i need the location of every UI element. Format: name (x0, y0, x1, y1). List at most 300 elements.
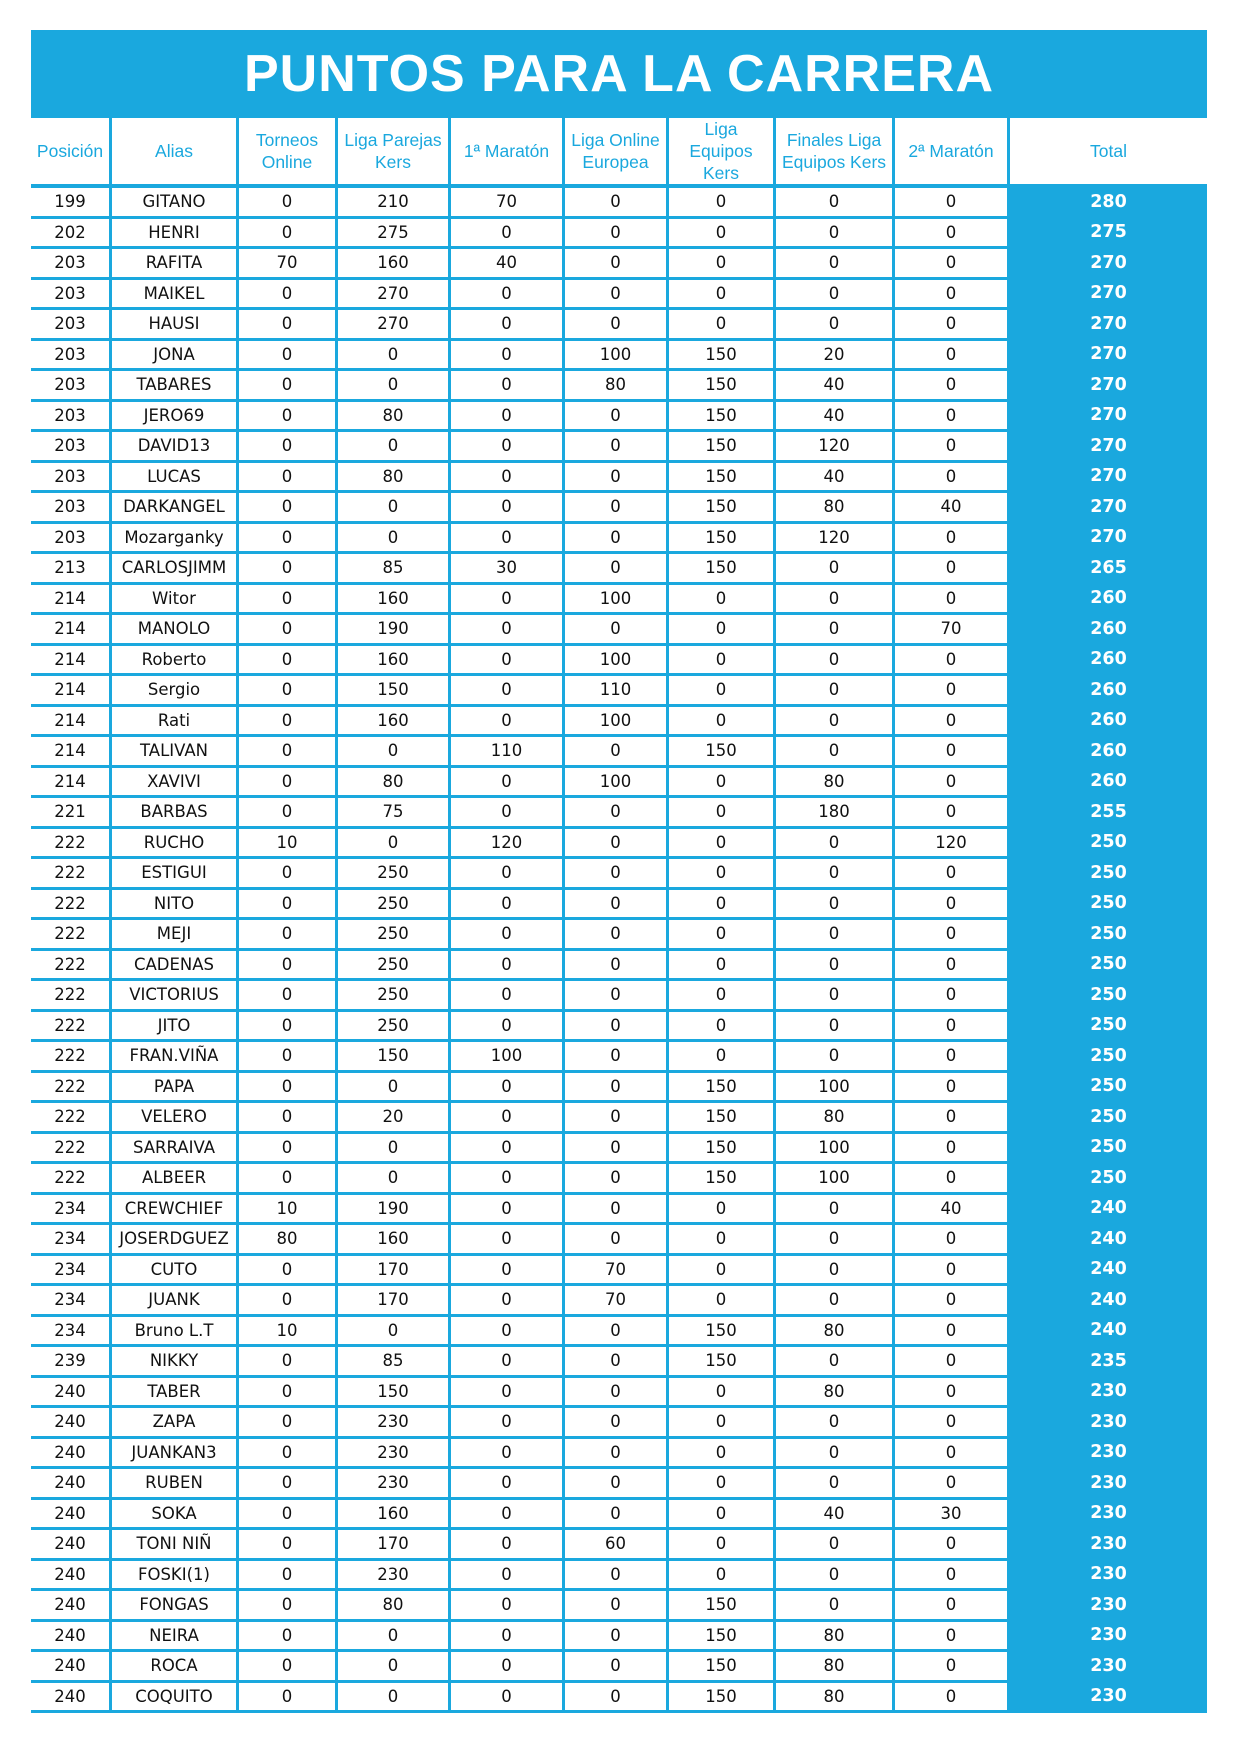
cell-liga-parejas-kers: 0 (338, 1134, 451, 1165)
cell-total: 230 (1010, 1439, 1207, 1470)
cell-1-maraton: 110 (451, 737, 565, 768)
cell-liga-equipos-kers: 0 (669, 981, 776, 1012)
cell-posicion: 234 (31, 1256, 112, 1287)
cell-2-maraton: 0 (895, 1164, 1010, 1195)
table-row (31, 1012, 1207, 1043)
cell-alias: TALIVAN (112, 737, 239, 768)
cell-liga-parejas-kers: 250 (338, 920, 451, 951)
cell-liga-parejas-kers: 85 (338, 554, 451, 585)
cell-posicion: 214 (31, 707, 112, 738)
table-row (31, 493, 1207, 524)
cell-liga-equipos-kers: 150 (669, 402, 776, 433)
cell-1-maraton: 0 (451, 1195, 565, 1226)
cell-liga-parejas-kers: 0 (338, 341, 451, 372)
cell-posicion: 202 (31, 219, 112, 250)
cell-liga-equipos-kers: 150 (669, 463, 776, 494)
cell-1-maraton: 0 (451, 280, 565, 311)
table-row (31, 402, 1207, 433)
table-row (31, 1378, 1207, 1409)
cell-alias: Witor (112, 585, 239, 616)
cell-finales-liga-equipos-kers: 80 (776, 1317, 895, 1348)
cell-total: 230 (1010, 1500, 1207, 1531)
cell-2-maraton: 0 (895, 280, 1010, 311)
cell-2-maraton: 0 (895, 859, 1010, 890)
cell-2-maraton: 0 (895, 1286, 1010, 1317)
cell-2-maraton: 0 (895, 249, 1010, 280)
cell-total: 250 (1010, 859, 1207, 890)
cell-liga-parejas-kers: 210 (338, 188, 451, 219)
cell-liga-parejas-kers: 250 (338, 951, 451, 982)
cell-finales-liga-equipos-kers: 0 (776, 554, 895, 585)
cell-alias: Roberto (112, 646, 239, 677)
cell-finales-liga-equipos-kers: 120 (776, 432, 895, 463)
cell-liga-online-europea: 0 (565, 1347, 669, 1378)
cell-total: 260 (1010, 676, 1207, 707)
cell-finales-liga-equipos-kers: 0 (776, 1286, 895, 1317)
cell-liga-parejas-kers: 0 (338, 1652, 451, 1683)
cell-alias: RUBEN (112, 1469, 239, 1500)
cell-1-maraton: 0 (451, 1347, 565, 1378)
cell-liga-equipos-kers: 0 (669, 1469, 776, 1500)
cell-liga-parejas-kers: 80 (338, 463, 451, 494)
cell-liga-online-europea: 0 (565, 1012, 669, 1043)
cell-torneos-online: 0 (239, 280, 338, 311)
cell-liga-online-europea: 60 (565, 1530, 669, 1561)
cell-alias: Bruno L.T (112, 1317, 239, 1348)
cell-alias: JUANK (112, 1286, 239, 1317)
cell-alias: DARKANGEL (112, 493, 239, 524)
cell-alias: Rati (112, 707, 239, 738)
cell-torneos-online: 0 (239, 1347, 338, 1378)
cell-2-maraton: 0 (895, 737, 1010, 768)
cell-liga-online-europea: 0 (565, 1469, 669, 1500)
cell-total: 230 (1010, 1652, 1207, 1683)
cell-alias: FONGAS (112, 1591, 239, 1622)
cell-liga-equipos-kers: 0 (669, 829, 776, 860)
cell-liga-parejas-kers: 170 (338, 1256, 451, 1287)
cell-2-maraton: 0 (895, 1347, 1010, 1378)
cell-finales-liga-equipos-kers: 40 (776, 371, 895, 402)
cell-liga-parejas-kers: 150 (338, 1042, 451, 1073)
cell-total: 270 (1010, 310, 1207, 341)
cell-liga-parejas-kers: 250 (338, 890, 451, 921)
cell-posicion: 214 (31, 676, 112, 707)
cell-finales-liga-equipos-kers: 0 (776, 1347, 895, 1378)
cell-posicion: 239 (31, 1347, 112, 1378)
cell-total: 230 (1010, 1561, 1207, 1592)
cell-posicion: 222 (31, 1012, 112, 1043)
cell-1-maraton: 0 (451, 890, 565, 921)
cell-2-maraton: 0 (895, 646, 1010, 677)
cell-alias: JOSERDGUEZ (112, 1225, 239, 1256)
cell-liga-online-europea: 0 (565, 1591, 669, 1622)
cell-liga-parejas-kers: 150 (338, 676, 451, 707)
cell-liga-online-europea: 0 (565, 951, 669, 982)
table-row (31, 1439, 1207, 1470)
cell-torneos-online: 0 (239, 1408, 338, 1439)
cell-torneos-online: 0 (239, 402, 338, 433)
cell-liga-online-europea: 0 (565, 890, 669, 921)
cell-liga-online-europea: 0 (565, 1378, 669, 1409)
cell-liga-parejas-kers: 85 (338, 1347, 451, 1378)
cell-1-maraton: 0 (451, 1073, 565, 1104)
cell-torneos-online: 0 (239, 1164, 338, 1195)
cell-posicion: 203 (31, 371, 112, 402)
cell-alias: LUCAS (112, 463, 239, 494)
cell-1-maraton: 0 (451, 676, 565, 707)
cell-finales-liga-equipos-kers: 80 (776, 1622, 895, 1653)
cell-liga-online-europea: 0 (565, 829, 669, 860)
cell-liga-parejas-kers: 0 (338, 493, 451, 524)
cell-liga-parejas-kers: 0 (338, 737, 451, 768)
table-row (31, 1195, 1207, 1226)
cell-2-maraton: 0 (895, 371, 1010, 402)
header-liga-parejas-kers: Liga Parejas Kers (338, 118, 451, 188)
cell-2-maraton: 0 (895, 1652, 1010, 1683)
cell-liga-equipos-kers: 0 (669, 676, 776, 707)
cell-2-maraton: 0 (895, 432, 1010, 463)
cell-torneos-online: 0 (239, 1134, 338, 1165)
cell-2-maraton: 120 (895, 829, 1010, 860)
cell-liga-equipos-kers: 0 (669, 1225, 776, 1256)
cell-liga-parejas-kers: 190 (338, 1195, 451, 1226)
cell-2-maraton: 0 (895, 1408, 1010, 1439)
cell-posicion: 240 (31, 1469, 112, 1500)
cell-posicion: 222 (31, 890, 112, 921)
table-row (31, 463, 1207, 494)
cell-liga-parejas-kers: 230 (338, 1561, 451, 1592)
cell-torneos-online: 0 (239, 1042, 338, 1073)
cell-liga-parejas-kers: 80 (338, 1591, 451, 1622)
cell-posicion: 240 (31, 1500, 112, 1531)
cell-2-maraton: 0 (895, 1317, 1010, 1348)
cell-2-maraton: 0 (895, 1134, 1010, 1165)
table-row (31, 981, 1207, 1012)
cell-liga-equipos-kers: 0 (669, 859, 776, 890)
table-row (31, 615, 1207, 646)
cell-posicion: 203 (31, 310, 112, 341)
cell-total: 270 (1010, 249, 1207, 280)
cell-total: 235 (1010, 1347, 1207, 1378)
cell-liga-parejas-kers: 0 (338, 829, 451, 860)
cell-liga-equipos-kers: 0 (669, 1286, 776, 1317)
cell-alias: TABARES (112, 371, 239, 402)
cell-torneos-online: 0 (239, 341, 338, 372)
cell-2-maraton: 0 (895, 1073, 1010, 1104)
cell-1-maraton: 0 (451, 1622, 565, 1653)
cell-liga-parejas-kers: 150 (338, 1378, 451, 1409)
cell-liga-online-europea: 0 (565, 1042, 669, 1073)
table-row (31, 1408, 1207, 1439)
cell-2-maraton: 0 (895, 1530, 1010, 1561)
cell-total: 260 (1010, 646, 1207, 677)
cell-2-maraton: 0 (895, 768, 1010, 799)
cell-torneos-online: 0 (239, 1500, 338, 1531)
cell-liga-equipos-kers: 0 (669, 1500, 776, 1531)
cell-2-maraton: 0 (895, 554, 1010, 585)
cell-liga-online-europea: 0 (565, 402, 669, 433)
cell-1-maraton: 0 (451, 1408, 565, 1439)
cell-torneos-online: 0 (239, 188, 338, 219)
cell-liga-equipos-kers: 0 (669, 188, 776, 219)
cell-liga-online-europea: 0 (565, 310, 669, 341)
table-row (31, 859, 1207, 890)
cell-finales-liga-equipos-kers: 40 (776, 402, 895, 433)
cell-finales-liga-equipos-kers: 0 (776, 859, 895, 890)
cell-1-maraton: 0 (451, 1500, 565, 1531)
table-row (31, 554, 1207, 585)
cell-alias: RAFITA (112, 249, 239, 280)
cell-finales-liga-equipos-kers: 0 (776, 1530, 895, 1561)
cell-liga-online-europea: 100 (565, 341, 669, 372)
cell-torneos-online: 0 (239, 1683, 338, 1714)
cell-finales-liga-equipos-kers: 0 (776, 646, 895, 677)
table-row (31, 1042, 1207, 1073)
cell-liga-parejas-kers: 230 (338, 1439, 451, 1470)
table-row (31, 890, 1207, 921)
cell-posicion: 203 (31, 249, 112, 280)
cell-finales-liga-equipos-kers: 0 (776, 920, 895, 951)
cell-liga-parejas-kers: 0 (338, 1164, 451, 1195)
cell-liga-parejas-kers: 230 (338, 1408, 451, 1439)
cell-liga-online-europea: 0 (565, 920, 669, 951)
cell-liga-online-europea: 0 (565, 798, 669, 829)
cell-posicion: 214 (31, 768, 112, 799)
cell-total: 230 (1010, 1530, 1207, 1561)
cell-2-maraton: 0 (895, 524, 1010, 555)
cell-total: 270 (1010, 524, 1207, 555)
cell-finales-liga-equipos-kers: 0 (776, 249, 895, 280)
cell-torneos-online: 0 (239, 646, 338, 677)
cell-finales-liga-equipos-kers: 0 (776, 1195, 895, 1226)
cell-liga-equipos-kers: 0 (669, 798, 776, 829)
cell-1-maraton: 0 (451, 1439, 565, 1470)
cell-2-maraton: 0 (895, 1591, 1010, 1622)
cell-alias: Sergio (112, 676, 239, 707)
table-row (31, 1530, 1207, 1561)
cell-finales-liga-equipos-kers: 100 (776, 1164, 895, 1195)
table-row (31, 768, 1207, 799)
cell-1-maraton: 0 (451, 371, 565, 402)
cell-2-maraton: 0 (895, 890, 1010, 921)
cell-1-maraton: 0 (451, 1164, 565, 1195)
cell-liga-online-europea: 0 (565, 1195, 669, 1226)
cell-liga-parejas-kers: 270 (338, 310, 451, 341)
cell-2-maraton: 0 (895, 1256, 1010, 1287)
cell-torneos-online: 0 (239, 463, 338, 494)
cell-total: 230 (1010, 1469, 1207, 1500)
cell-liga-online-europea: 0 (565, 859, 669, 890)
cell-total: 230 (1010, 1683, 1207, 1714)
cell-2-maraton: 0 (895, 920, 1010, 951)
cell-alias: NITO (112, 890, 239, 921)
cell-liga-equipos-kers: 150 (669, 1164, 776, 1195)
cell-liga-online-europea: 0 (565, 615, 669, 646)
cell-torneos-online: 0 (239, 737, 338, 768)
cell-liga-equipos-kers: 150 (669, 371, 776, 402)
table-row (31, 707, 1207, 738)
cell-alias: GITANO (112, 188, 239, 219)
cell-torneos-online: 0 (239, 1469, 338, 1500)
table-row (31, 1134, 1207, 1165)
cell-1-maraton: 0 (451, 981, 565, 1012)
cell-liga-equipos-kers: 0 (669, 768, 776, 799)
cell-torneos-online: 0 (239, 1256, 338, 1287)
cell-liga-online-europea: 0 (565, 1561, 669, 1592)
table-row (31, 1347, 1207, 1378)
cell-1-maraton: 0 (451, 1652, 565, 1683)
cell-torneos-online: 0 (239, 219, 338, 250)
cell-total: 230 (1010, 1622, 1207, 1653)
cell-torneos-online: 0 (239, 524, 338, 555)
cell-torneos-online: 0 (239, 707, 338, 738)
cell-finales-liga-equipos-kers: 80 (776, 768, 895, 799)
cell-liga-equipos-kers: 150 (669, 341, 776, 372)
cell-liga-online-europea: 0 (565, 1317, 669, 1348)
cell-1-maraton: 40 (451, 249, 565, 280)
cell-liga-online-europea: 80 (565, 371, 669, 402)
cell-liga-parejas-kers: 190 (338, 615, 451, 646)
cell-total: 270 (1010, 371, 1207, 402)
cell-alias: DAVID13 (112, 432, 239, 463)
table-row (31, 1225, 1207, 1256)
cell-total: 240 (1010, 1195, 1207, 1226)
cell-total: 250 (1010, 1164, 1207, 1195)
cell-torneos-online: 0 (239, 1561, 338, 1592)
cell-liga-online-europea: 0 (565, 1500, 669, 1531)
cell-total: 260 (1010, 737, 1207, 768)
cell-posicion: 221 (31, 798, 112, 829)
cell-1-maraton: 0 (451, 615, 565, 646)
cell-liga-equipos-kers: 150 (669, 1591, 776, 1622)
cell-total: 270 (1010, 280, 1207, 311)
cell-finales-liga-equipos-kers: 0 (776, 1408, 895, 1439)
cell-alias: CREWCHIEF (112, 1195, 239, 1226)
cell-torneos-online: 0 (239, 981, 338, 1012)
cell-liga-parejas-kers: 230 (338, 1469, 451, 1500)
cell-liga-online-europea: 100 (565, 768, 669, 799)
cell-posicion: 214 (31, 646, 112, 677)
cell-liga-equipos-kers: 150 (669, 1317, 776, 1348)
cell-liga-online-europea: 0 (565, 249, 669, 280)
cell-finales-liga-equipos-kers: 100 (776, 1073, 895, 1104)
cell-torneos-online: 80 (239, 1225, 338, 1256)
cell-liga-parejas-kers: 0 (338, 1622, 451, 1653)
cell-total: 250 (1010, 1134, 1207, 1165)
header-total: Total (1010, 118, 1207, 188)
table-row (31, 188, 1207, 219)
cell-alias: CARLOSJIMM (112, 554, 239, 585)
cell-finales-liga-equipos-kers: 0 (776, 1012, 895, 1043)
cell-liga-online-europea: 0 (565, 432, 669, 463)
cell-total: 280 (1010, 188, 1207, 219)
cell-posicion: 222 (31, 1134, 112, 1165)
cell-liga-equipos-kers: 150 (669, 1683, 776, 1714)
cell-torneos-online: 10 (239, 829, 338, 860)
header-1-maraton: 1ª Maratón (451, 118, 565, 188)
cell-liga-parejas-kers: 160 (338, 249, 451, 280)
cell-liga-equipos-kers: 0 (669, 1439, 776, 1470)
cell-liga-equipos-kers: 0 (669, 219, 776, 250)
cell-2-maraton: 0 (895, 341, 1010, 372)
cell-total: 270 (1010, 493, 1207, 524)
cell-liga-equipos-kers: 0 (669, 707, 776, 738)
cell-2-maraton: 0 (895, 188, 1010, 219)
cell-liga-online-europea: 0 (565, 554, 669, 585)
cell-total: 250 (1010, 981, 1207, 1012)
cell-posicion: 234 (31, 1286, 112, 1317)
cell-finales-liga-equipos-kers: 80 (776, 1378, 895, 1409)
cell-1-maraton: 0 (451, 402, 565, 433)
cell-liga-online-europea: 0 (565, 1164, 669, 1195)
cell-torneos-online: 0 (239, 1012, 338, 1043)
cell-total: 240 (1010, 1286, 1207, 1317)
table-row (31, 524, 1207, 555)
cell-finales-liga-equipos-kers: 0 (776, 1469, 895, 1500)
cell-alias: TABER (112, 1378, 239, 1409)
cell-liga-parejas-kers: 80 (338, 402, 451, 433)
cell-posicion: 199 (31, 188, 112, 219)
cell-1-maraton: 0 (451, 341, 565, 372)
cell-posicion: 214 (31, 737, 112, 768)
cell-total: 260 (1010, 585, 1207, 616)
table-row (31, 1103, 1207, 1134)
cell-alias: Mozarganky (112, 524, 239, 555)
cell-1-maraton: 0 (451, 951, 565, 982)
cell-posicion: 203 (31, 493, 112, 524)
table-row (31, 920, 1207, 951)
cell-alias: NIKKY (112, 1347, 239, 1378)
cell-liga-equipos-kers: 0 (669, 1012, 776, 1043)
cell-alias: HENRI (112, 219, 239, 250)
cell-liga-online-europea: 0 (565, 219, 669, 250)
cell-total: 250 (1010, 1012, 1207, 1043)
cell-alias: JUANKAN3 (112, 1439, 239, 1470)
cell-liga-parejas-kers: 75 (338, 798, 451, 829)
table-row (31, 341, 1207, 372)
cell-total: 230 (1010, 1408, 1207, 1439)
cell-total: 240 (1010, 1317, 1207, 1348)
cell-torneos-online: 0 (239, 890, 338, 921)
cell-alias: ZAPA (112, 1408, 239, 1439)
cell-posicion: 203 (31, 524, 112, 555)
cell-1-maraton: 120 (451, 829, 565, 860)
table-row (31, 280, 1207, 311)
cell-liga-equipos-kers: 0 (669, 585, 776, 616)
cell-alias: BARBAS (112, 798, 239, 829)
cell-liga-online-europea: 0 (565, 1683, 669, 1714)
cell-liga-equipos-kers: 0 (669, 249, 776, 280)
cell-alias: TONI NIÑ (112, 1530, 239, 1561)
table-row (31, 371, 1207, 402)
cell-torneos-online: 0 (239, 676, 338, 707)
cell-alias: FOSKI(1) (112, 1561, 239, 1592)
cell-liga-parejas-kers: 270 (338, 280, 451, 311)
cell-alias: JITO (112, 1012, 239, 1043)
cell-liga-equipos-kers: 0 (669, 1378, 776, 1409)
cell-liga-online-europea: 70 (565, 1286, 669, 1317)
cell-liga-parejas-kers: 160 (338, 1225, 451, 1256)
cell-2-maraton: 40 (895, 1195, 1010, 1226)
table-row (31, 676, 1207, 707)
cell-liga-equipos-kers: 150 (669, 1103, 776, 1134)
cell-posicion: 222 (31, 1164, 112, 1195)
cell-total: 270 (1010, 463, 1207, 494)
cell-torneos-online: 0 (239, 1378, 338, 1409)
cell-liga-equipos-kers: 0 (669, 615, 776, 646)
cell-alias: MAIKEL (112, 280, 239, 311)
cell-posicion: 203 (31, 402, 112, 433)
